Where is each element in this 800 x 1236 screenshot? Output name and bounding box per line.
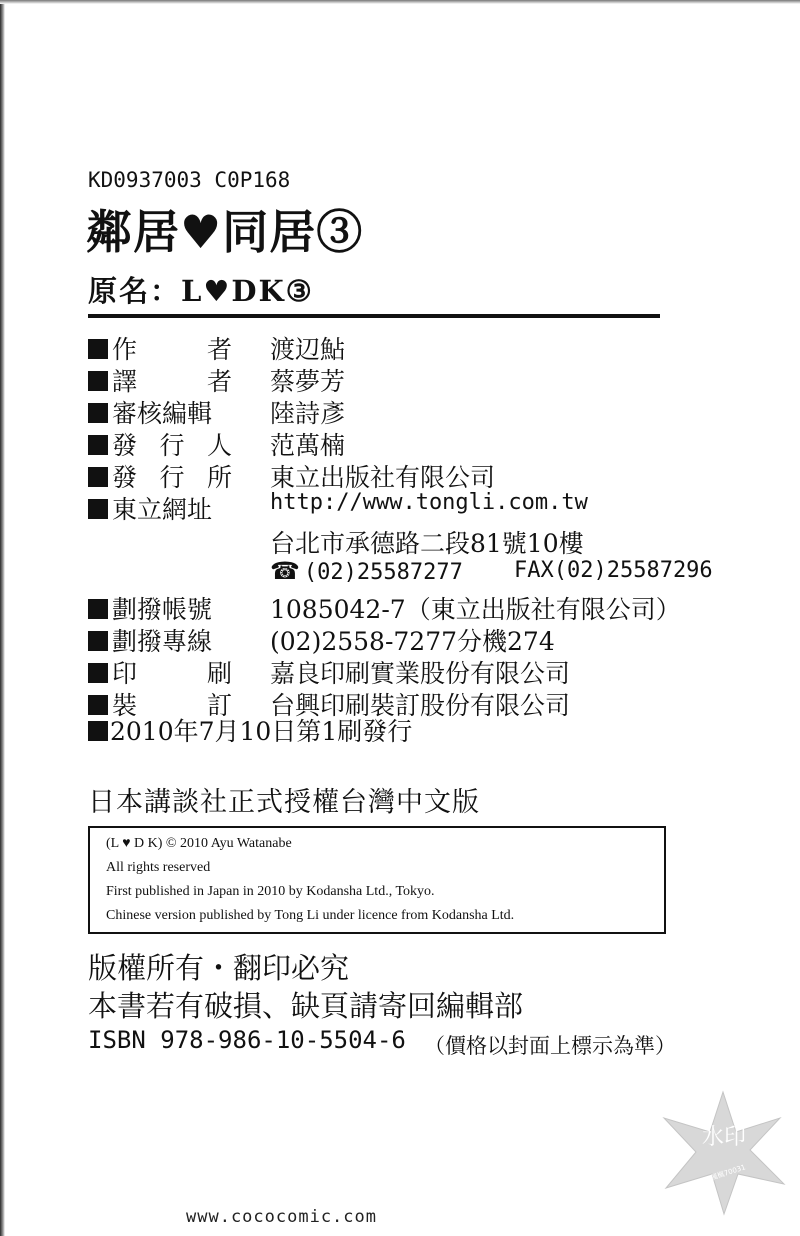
bullet-square-icon	[88, 435, 108, 455]
copyright-line: (L ♥ D K) © 2010 Ayu Watanabe	[106, 836, 292, 851]
isbn: ISBN 978-986-10-5504-6	[88, 1026, 406, 1054]
credit-value: 東立出版社有限公司	[270, 463, 496, 492]
credit-label-text: 發 行 人	[112, 431, 232, 460]
book-title: 鄰居♥同居③	[86, 205, 364, 259]
copyright-line: Chinese version published by Tong Li under licence from Kodansha Ltd.	[106, 908, 515, 923]
phone-number: (02)25587277	[303, 560, 463, 585]
copyright-line: All rights reserved	[106, 860, 211, 875]
scanner-watermark	[658, 1088, 788, 1218]
bullet-square-icon	[88, 403, 108, 423]
credit-value: 1085042-7（東立出版社有限公司）	[270, 595, 681, 624]
credit-label	[88, 490, 258, 526]
watermark-char: 水印	[702, 1125, 747, 1150]
telephone-icon: ☎	[270, 557, 300, 585]
credit-label	[88, 458, 258, 494]
credit-label-text: 發 行 所	[112, 463, 232, 492]
credit-label	[88, 394, 258, 430]
fax-number: FAX(02)25587296	[514, 558, 713, 583]
watermark-small-text: SCAN BY 楓楓70031	[678, 1163, 747, 1193]
credit-label-text: 裝 訂	[112, 691, 232, 720]
title-divider	[88, 314, 660, 318]
credit-label-text: 印 刷	[112, 659, 232, 688]
credit-value: http://www.tongli.com.tw	[270, 490, 588, 515]
credit-label	[88, 362, 258, 398]
credit-label	[88, 622, 258, 658]
price-note: （價格以封面上標示為準）	[424, 1034, 676, 1058]
credit-label-text: 劃撥帳號	[112, 595, 213, 624]
scan-edge-top	[0, 0, 800, 4]
credit-value: 嘉良印刷實業股份有限公司	[270, 659, 571, 688]
rights-reserved: 版權所有・翻印必究	[88, 951, 350, 985]
bullet-square-icon	[88, 371, 108, 391]
phone-line	[270, 556, 463, 585]
credit-label-text: 作 者	[112, 335, 232, 364]
bullet-square-icon	[88, 663, 108, 683]
product-code: KD0937003 C0P168	[88, 168, 291, 192]
credit-value: 范萬楠	[270, 431, 346, 460]
credit-value: 陸詩彥	[270, 399, 346, 428]
credit-label	[88, 330, 258, 366]
copyright-line: First published in Japan in 2010 by Kodansha Ltd., Tokyo.	[106, 884, 435, 899]
credit-value: 渡辺鮎	[270, 335, 346, 364]
edition-text: 2010年7月10日第1刷發行	[110, 717, 413, 746]
credit-label-text: 審核編輯	[112, 399, 213, 428]
credit-value: 台興印刷裝訂股份有限公司	[270, 691, 571, 720]
bullet-square-icon	[88, 499, 108, 519]
damage-notice: 本書若有破損、缺頁請寄回編輯部	[88, 989, 524, 1023]
scan-edge-left	[0, 0, 5, 1236]
copyright-box	[88, 826, 666, 934]
edition-line	[88, 712, 412, 748]
address-line: 台北市承德路二段81號10樓	[270, 529, 584, 558]
credit-label	[88, 654, 258, 690]
credit-label-text: 譯 者	[112, 367, 232, 396]
bullet-square-icon	[88, 467, 108, 487]
bullet-square-icon	[88, 339, 108, 359]
credit-label-text: 東立網址	[112, 495, 213, 524]
credit-value: 蔡夢芳	[270, 367, 346, 396]
bullet-square-icon	[88, 631, 108, 651]
original-title: 原名：L♥DK③	[88, 274, 314, 308]
bullet-square-icon	[88, 721, 108, 741]
credit-label	[88, 426, 258, 462]
license-statement: 日本講談社正式授權台灣中文版	[88, 787, 480, 818]
credit-label-text: 劃撥專線	[112, 627, 213, 656]
site-url: www.cococomic.com	[186, 1207, 377, 1227]
credit-label	[88, 590, 258, 626]
bullet-square-icon	[88, 599, 108, 619]
credit-value: (02)2558-7277分機274	[270, 627, 555, 656]
